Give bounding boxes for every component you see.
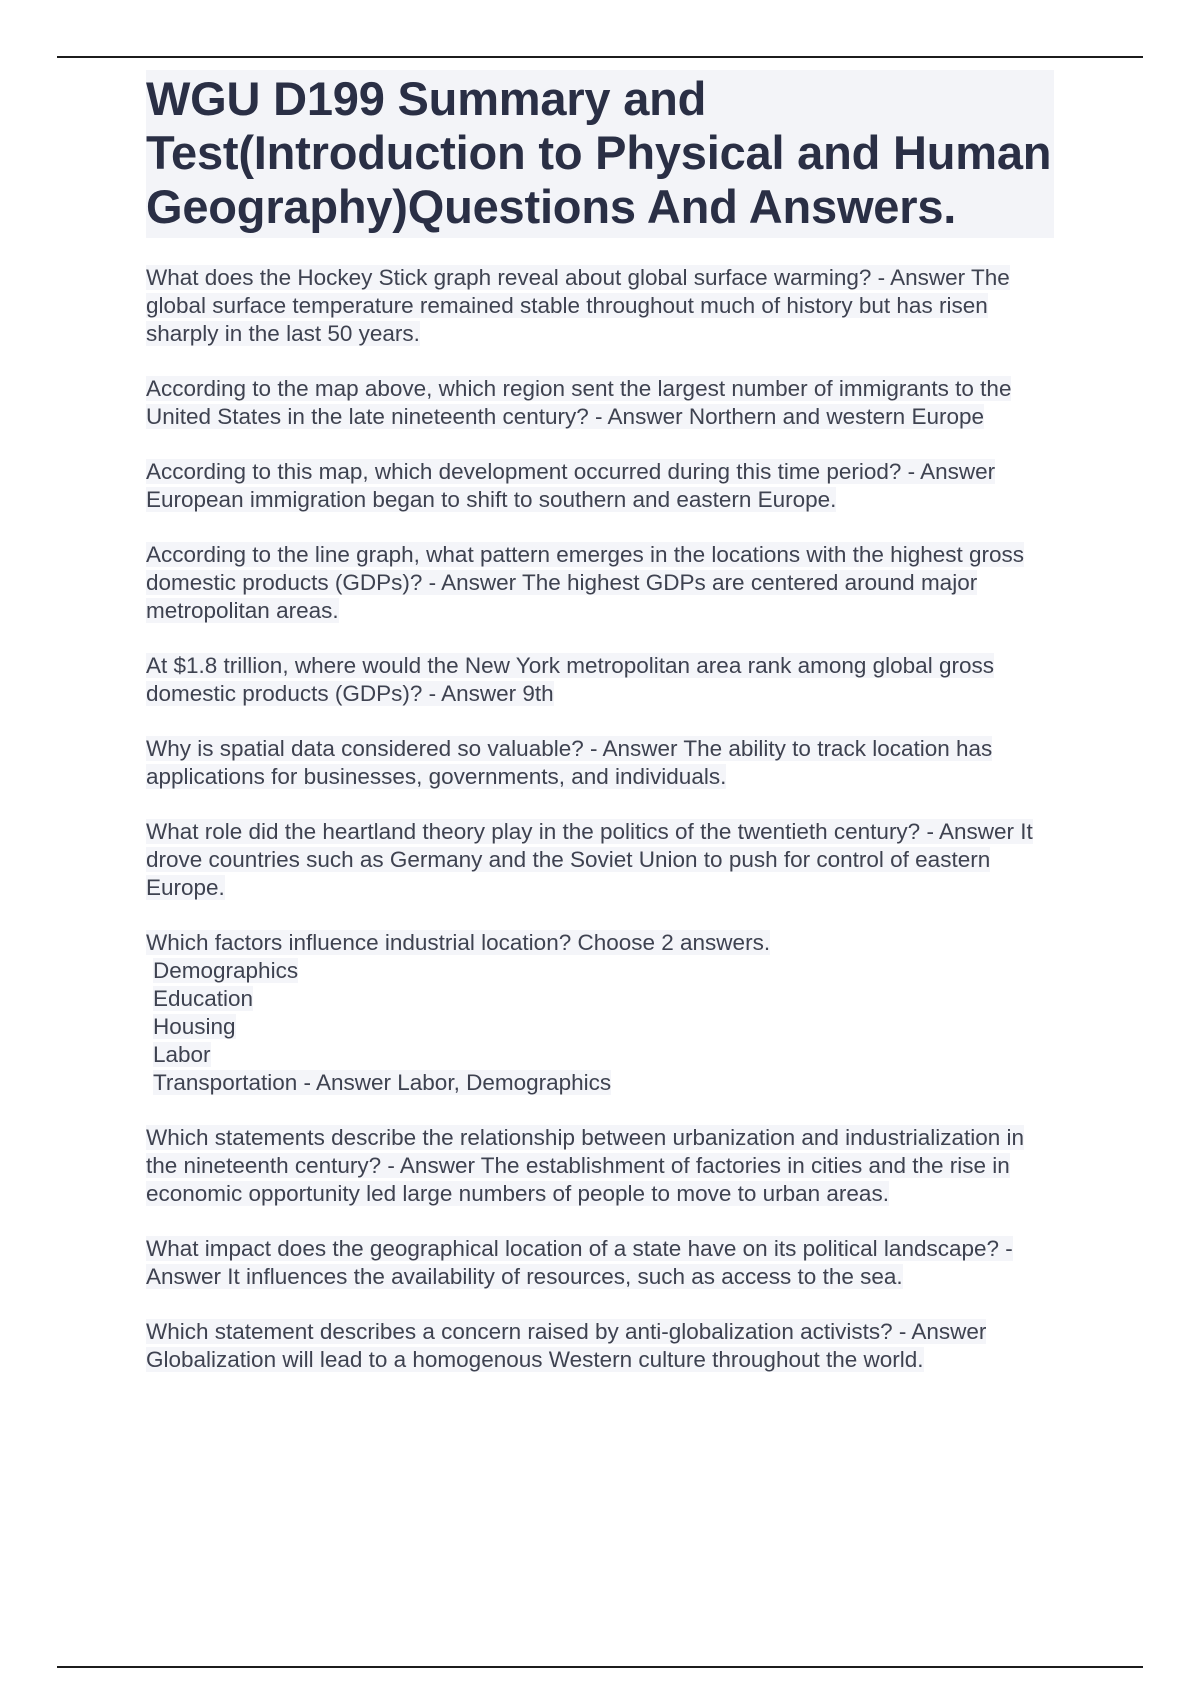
qa-item [146,818,1054,902]
qa-item [146,1235,1054,1291]
multi-choice-question: Which factors influence industrial location? Choose 2 answers. [146,930,771,955]
qa-text: At $1.8 trillion, where would the New York metropolitan area rank among global gross domestic products (GDPs)? - Answer 9th [146,653,994,706]
qa-item [146,1318,1054,1374]
bottom-rule [57,1666,1143,1668]
document-body [146,70,1054,1401]
option-item: Labor [153,1042,211,1067]
qa-item [146,458,1054,514]
qa-text: According to this map, which development occurred during this time period? - Answer European immigration began to shift to southern and eastern Europe. [146,459,996,512]
qa-text: According to the map above, which region sent the largest number of immigrants to the United States in the late nineteenth century? - Answer Northern and western Europe [146,376,1012,429]
qa-text: Which statement describes a concern raised by anti-globalization activists? - Answer Globalization will lead to a homogenous Western culture throughout the world. [146,1319,987,1372]
document-title: WGU D199 Summary and Test(Introduction to Physical and Human Geography)Questions And Answers. [146,70,1054,238]
option-item: Housing [153,1014,236,1039]
qa-list [146,264,1054,1374]
multi-choice-item [146,929,1054,1097]
qa-text: Why is spatial data considered so valuable? - Answer The ability to track location has applications for businesses, governments, and individuals. [146,736,993,789]
qa-text: What role did the heartland theory play in the politics of the twentieth century? - Answer It drove countries such as Germany and the Soviet Union to push for control of eastern Europe. [146,819,1033,900]
option-item: Education [153,986,254,1011]
qa-item [146,652,1054,708]
qa-text: According to the line graph, what pattern emerges in the locations with the highest gross domestic products (GDPs)? - Answer The highest GDPs are centered around major metropolitan areas. [146,542,1025,623]
qa-text: What does the Hockey Stick graph reveal about global surface warming? - Answer The global surface temperature remained stable throughout much of history but has risen sharply in the last 50 years. [146,265,1010,346]
qa-item [146,541,1054,625]
qa-item [146,375,1054,431]
qa-text: What impact does the geographical location of a state have on its political landscape? - Answer It influences the availability of resources, such as access to the sea. [146,1236,1013,1289]
options-list [146,957,1054,1097]
qa-item [146,1124,1054,1208]
qa-item [146,264,1054,348]
option-item: Demographics [153,958,299,983]
qa-text: Which statements describe the relationship between urbanization and industrialization in the nineteenth century? - Answer The establishment of factories in cities and the rise in economic opportunity led large numbers of people to move to urban areas. [146,1125,1025,1206]
qa-item [146,735,1054,791]
option-item: Transportation - Answer Labor, Demographics [153,1070,612,1095]
top-rule [57,56,1143,58]
